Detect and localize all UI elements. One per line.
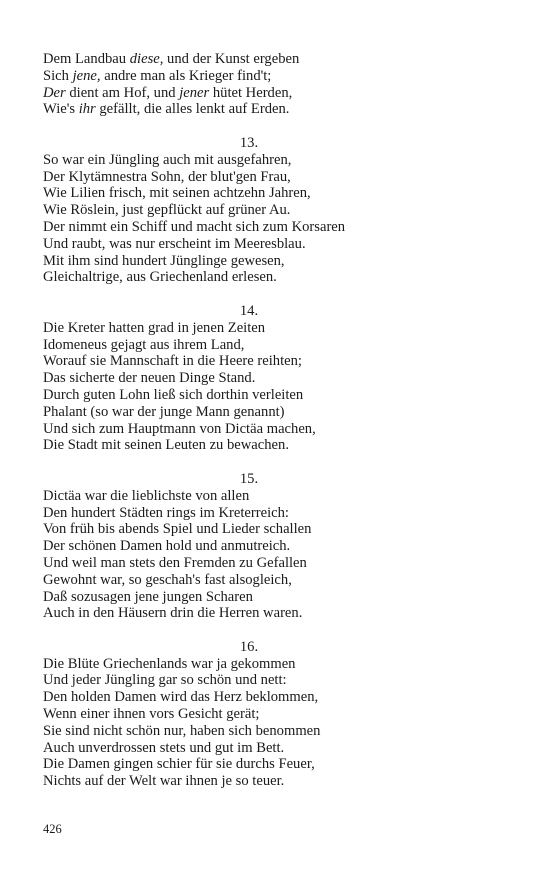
verse-text-segment: und der Kunst ergeben xyxy=(163,51,300,67)
verse-line xyxy=(43,555,503,572)
stanza-number: 15. xyxy=(239,470,259,487)
verse-text-segment: Und raubt, was nur erscheint im Meeresblau. xyxy=(43,235,306,252)
verse-line xyxy=(43,202,503,219)
verse-text-segment: Dictäa war die lieblichste von allen xyxy=(43,487,250,504)
verse-text-segment: Der Klytämnestra Sohn, der blut'gen Frau, xyxy=(43,168,291,185)
verse-text-segment: Sich xyxy=(43,67,73,84)
verse-text-segment: Gleichaltrige, aus Griechenland erlesen. xyxy=(43,269,277,286)
verse-line xyxy=(43,656,503,673)
verse-text-segment: dient am Hof, und xyxy=(65,84,180,101)
verse-line xyxy=(43,219,503,236)
verse-line xyxy=(43,236,503,253)
verse-line xyxy=(43,68,503,85)
verse-text-segment: Die Stadt mit seinen Leuten zu bewachen. xyxy=(43,437,289,454)
verse-line xyxy=(43,538,503,555)
verse-text-segment: Den hundert Städten rings im Kreterreich: xyxy=(43,504,289,521)
verse-line xyxy=(43,437,503,454)
stanza xyxy=(43,135,503,286)
verse-line xyxy=(43,337,503,354)
stanza xyxy=(43,51,503,118)
verse-line xyxy=(43,572,503,589)
verse-line xyxy=(43,488,503,505)
verse-text-segment: Nichts auf der Welt war ihnen je so teuer. xyxy=(43,773,285,790)
stanza xyxy=(43,303,503,454)
verse-line xyxy=(43,169,503,186)
stanza-number: 14. xyxy=(239,302,259,319)
verse-text-segment: Auch in den Häusern drin die Herren waren. xyxy=(43,605,303,622)
verse-text-segment: Auch unverdrossen stets und gut im Bett. xyxy=(43,739,285,756)
verse-text xyxy=(43,51,503,807)
emphasized-word: ihr xyxy=(78,101,96,118)
verse-text-segment: Idomeneus gejagt aus ihrem Land, xyxy=(43,336,245,353)
verse-line xyxy=(43,689,503,706)
verse-line xyxy=(43,269,503,286)
verse-line xyxy=(43,589,503,606)
verse-line xyxy=(43,672,503,689)
verse-line xyxy=(43,152,503,169)
verse-text-segment: Durch guten Lohn ließ sich dorthin verleiten xyxy=(43,386,304,403)
verse-text-segment: Wie Röslein, just gepflückt auf grüner Au. xyxy=(43,202,291,219)
verse-text-segment: Den holden Damen wird das Herz beklommen, xyxy=(43,689,319,706)
verse-line xyxy=(43,320,503,337)
verse-line xyxy=(43,185,503,202)
verse-line xyxy=(43,740,503,757)
verse-text-segment: Wenn einer ihnen vors Gesicht gerät; xyxy=(43,706,260,723)
verse-line xyxy=(43,706,503,723)
verse-text-segment: Daß sozusagen jene jungen Scharen xyxy=(43,588,253,605)
verse-text-segment: Und weil man stets den Fremden zu Gefallen xyxy=(43,554,307,571)
emphasized-word: Der xyxy=(43,84,66,101)
stanza-number: 16. xyxy=(239,638,259,655)
verse-line xyxy=(43,756,503,773)
verse-text-segment: Der nimmt ein Schiff und macht sich zum Korsaren xyxy=(43,218,346,235)
verse-text-segment: gefällt, die alles lenkt auf Erden. xyxy=(95,101,290,118)
verse-text-segment: So war ein Jüngling auch mit ausgefahren, xyxy=(43,151,292,168)
verse-text-segment: Und sich zum Hauptmann von Dictäa machen, xyxy=(43,420,316,437)
verse-text-segment: Der schönen Damen hold und anmutreich. xyxy=(43,538,291,555)
page-number: 426 xyxy=(43,822,62,836)
verse-text-segment: Und jeder Jüngling gar so schön und nett: xyxy=(43,672,287,689)
verse-text-segment: Phalant (so war der junge Mann genannt) xyxy=(43,403,285,420)
emphasized-word: jene, xyxy=(72,67,101,84)
verse-text-segment: Wie's xyxy=(43,101,79,118)
verse-line xyxy=(43,723,503,740)
verse-text-segment: Die Blüte Griechenlands war ja gekommen xyxy=(43,655,296,672)
verse-line xyxy=(43,387,503,404)
verse-text-segment: hütet Herden, xyxy=(209,84,293,101)
verse-text-segment: Gewohnt war, so geschah's fast alsogleich, xyxy=(43,571,292,588)
verse-line xyxy=(43,85,503,102)
stanza xyxy=(43,471,503,622)
verse-text-segment: Von früh bis abends Spiel und Lieder schallen xyxy=(43,521,312,538)
verse-text-segment: andre man als Krieger find't; xyxy=(100,67,272,84)
emphasized-word: diese, xyxy=(129,51,164,67)
verse-line xyxy=(43,773,503,790)
verse-line xyxy=(43,101,503,118)
verse-text-segment: Die Damen gingen schier für sie durchs Feuer, xyxy=(43,756,315,773)
verse-text-segment: Worauf sie Mannschaft in die Heere reihten; xyxy=(43,353,302,370)
verse-line xyxy=(43,353,503,370)
verse-text-segment: Wie Lilien frisch, mit seinen achtzehn Jahren, xyxy=(43,185,311,202)
verse-line xyxy=(43,404,503,421)
verse-line xyxy=(43,253,503,270)
verse-text-segment: Das sicherte der neuen Dinge Stand. xyxy=(43,370,256,387)
verse-line xyxy=(43,521,503,538)
verse-text-segment: Sie sind nicht schön nur, haben sich benommen xyxy=(43,722,321,739)
verse-line xyxy=(43,370,503,387)
verse-text-segment: Dem Landbau xyxy=(43,51,130,67)
verse-line xyxy=(43,421,503,438)
verse-line xyxy=(43,51,503,68)
verse-line xyxy=(43,605,503,622)
verse-line xyxy=(43,505,503,522)
verse-text-segment: Die Kreter hatten grad in jenen Zeiten xyxy=(43,319,266,336)
stanza-number: 13. xyxy=(239,134,259,151)
emphasized-word: jener xyxy=(179,84,210,101)
verse-text-segment: Mit ihm sind hundert Jünglinge gewesen, xyxy=(43,252,285,269)
stanza xyxy=(43,639,503,790)
